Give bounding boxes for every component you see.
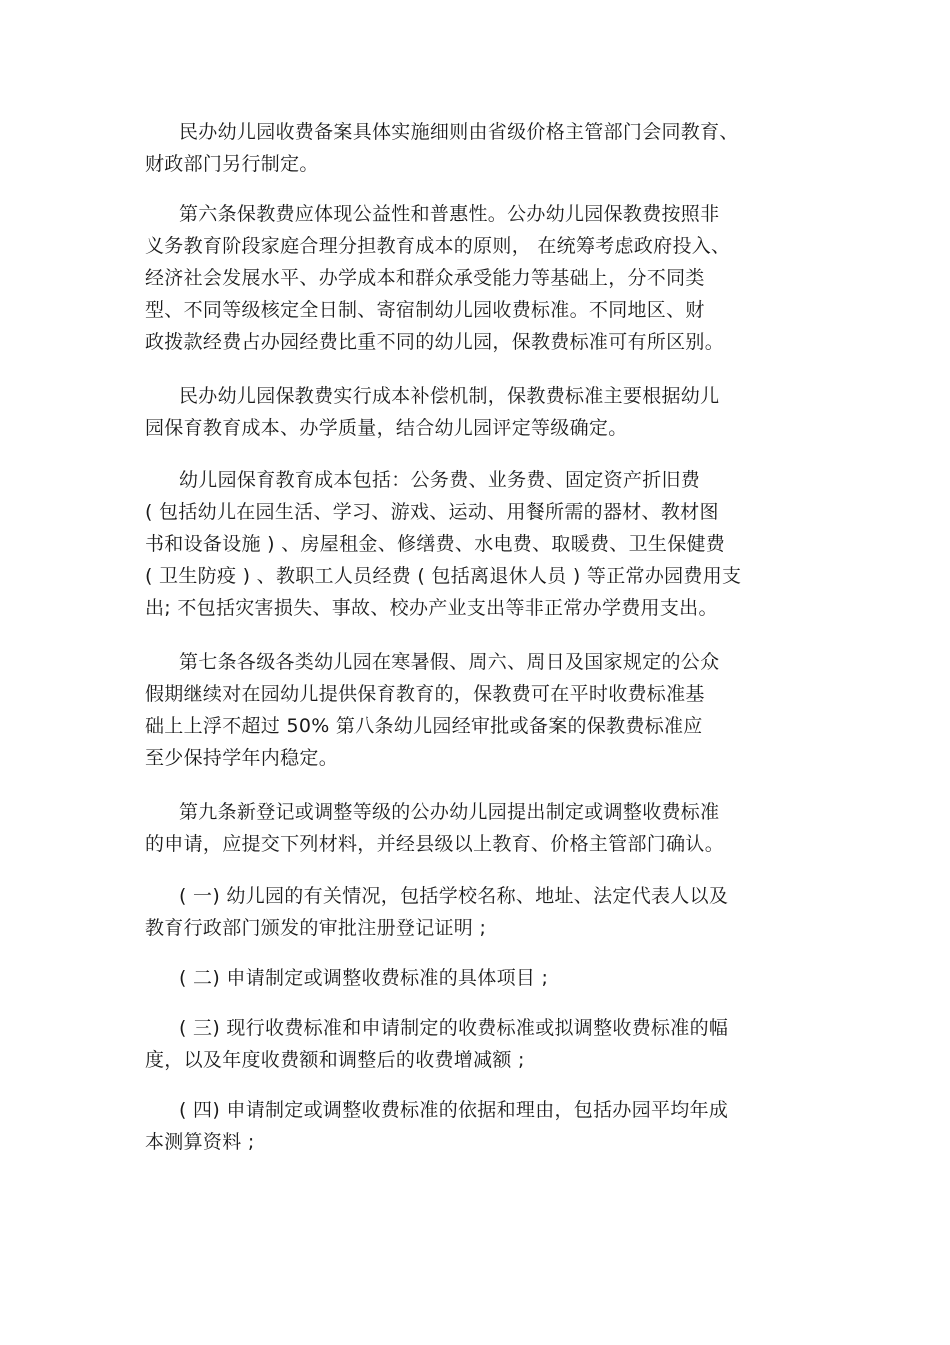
text-line: 第七条各级各类幼儿园在寒暑假、周六、周日及国家规定的公众: [179, 651, 720, 673]
text-line: ( 三) 现行收费标准和申请制定的收费标准或拟调整收费标准的幅: [179, 1017, 729, 1039]
text-line: ( 四) 申请制定或调整收费标准的依据和理由，包括办园平均年成: [179, 1099, 729, 1121]
text-line: ( 二) 申请制定或调整收费标准的具体项目 ;: [179, 967, 549, 989]
text-line: 教育行政部门颁发的审批注册登记证明 ;: [145, 917, 487, 939]
text-line: 政拨款经费占办园经费比重不同的幼儿园，保教费标准可有所区别。: [145, 331, 725, 353]
text-line: ( 卫生防疫 ) 、教职工人员经费 ( 包括离退休人员 ) 等正常办园费用支: [145, 565, 742, 587]
text-line: ( 一) 幼儿园的有关情况，包括学校名称、地址、法定代表人以及: [179, 885, 729, 907]
text-line: 的申请，应提交下列材料，并经县级以上教育、价格主管部门确认。: [145, 833, 725, 855]
paragraph-item-2: [145, 962, 795, 994]
paragraph-private-filing: [145, 116, 795, 180]
text-line: 幼儿园保育教育成本包括：公务费、业务费、固定资产折旧费: [179, 469, 701, 491]
text-line: 园保育教育成本、办学质量，结合幼儿园评定等级确定。: [145, 417, 628, 439]
text-line: 民办幼儿园收费备案具体实施细则由省级价格主管部门会同教育、: [179, 121, 739, 143]
text-line: 出; 不包括灾害损失、事故、校办产业支出等非正常办学费用支出。: [145, 597, 718, 619]
paragraph-cost-items: [145, 464, 795, 624]
text-line: 础上上浮不超过 50% 第八条幼儿园经审批或备案的保教费标准应: [145, 715, 703, 737]
text-line: 度，以及年度收费额和调整后的收费增减额 ;: [145, 1049, 525, 1071]
text-line: 至少保持学年内稳定。: [145, 747, 339, 769]
text-line: 义务教育阶段家庭合理分担教育成本的原则， 在统筹考虑政府投入、: [145, 235, 731, 257]
text-line: 经济社会发展水平、办学成本和群众承受能力等基础上，分不同类: [145, 267, 705, 289]
text-line: 书和设备设施 ) 、房屋租金、修缮费、水电费、取暖费、卫生保健费: [145, 533, 726, 555]
paragraph-item-3: [145, 1012, 795, 1076]
paragraph-article-6: [145, 198, 795, 358]
text-line: 假期继续对在园幼儿提供保育教育的，保教费可在平时收费标准基: [145, 683, 705, 705]
paragraph-item-4: [145, 1094, 795, 1158]
text-line: 第九条新登记或调整等级的公办幼儿园提出制定或调整收费标准: [179, 801, 720, 823]
paragraph-item-1: [145, 880, 795, 944]
text-line: 型、不同等级核定全日制、寄宿制幼儿园收费标准。不同地区、财: [145, 299, 705, 321]
text-line: 民办幼儿园保教费实行成本补偿机制，保教费标准主要根据幼儿: [179, 385, 720, 407]
text-line: 财政部门另行制定。: [145, 153, 319, 175]
paragraph-private-cost: [145, 380, 795, 444]
paragraph-article-7: [145, 646, 795, 774]
text-line: ( 包括幼儿在园生活、学习、游戏、运动、用餐所需的器材、教材图: [145, 501, 719, 523]
text-line: 第六条保教费应体现公益性和普惠性。公办幼儿园保教费按照非: [179, 203, 720, 225]
paragraph-article-9: [145, 796, 795, 860]
text-line: 本测算资料 ;: [145, 1131, 255, 1153]
